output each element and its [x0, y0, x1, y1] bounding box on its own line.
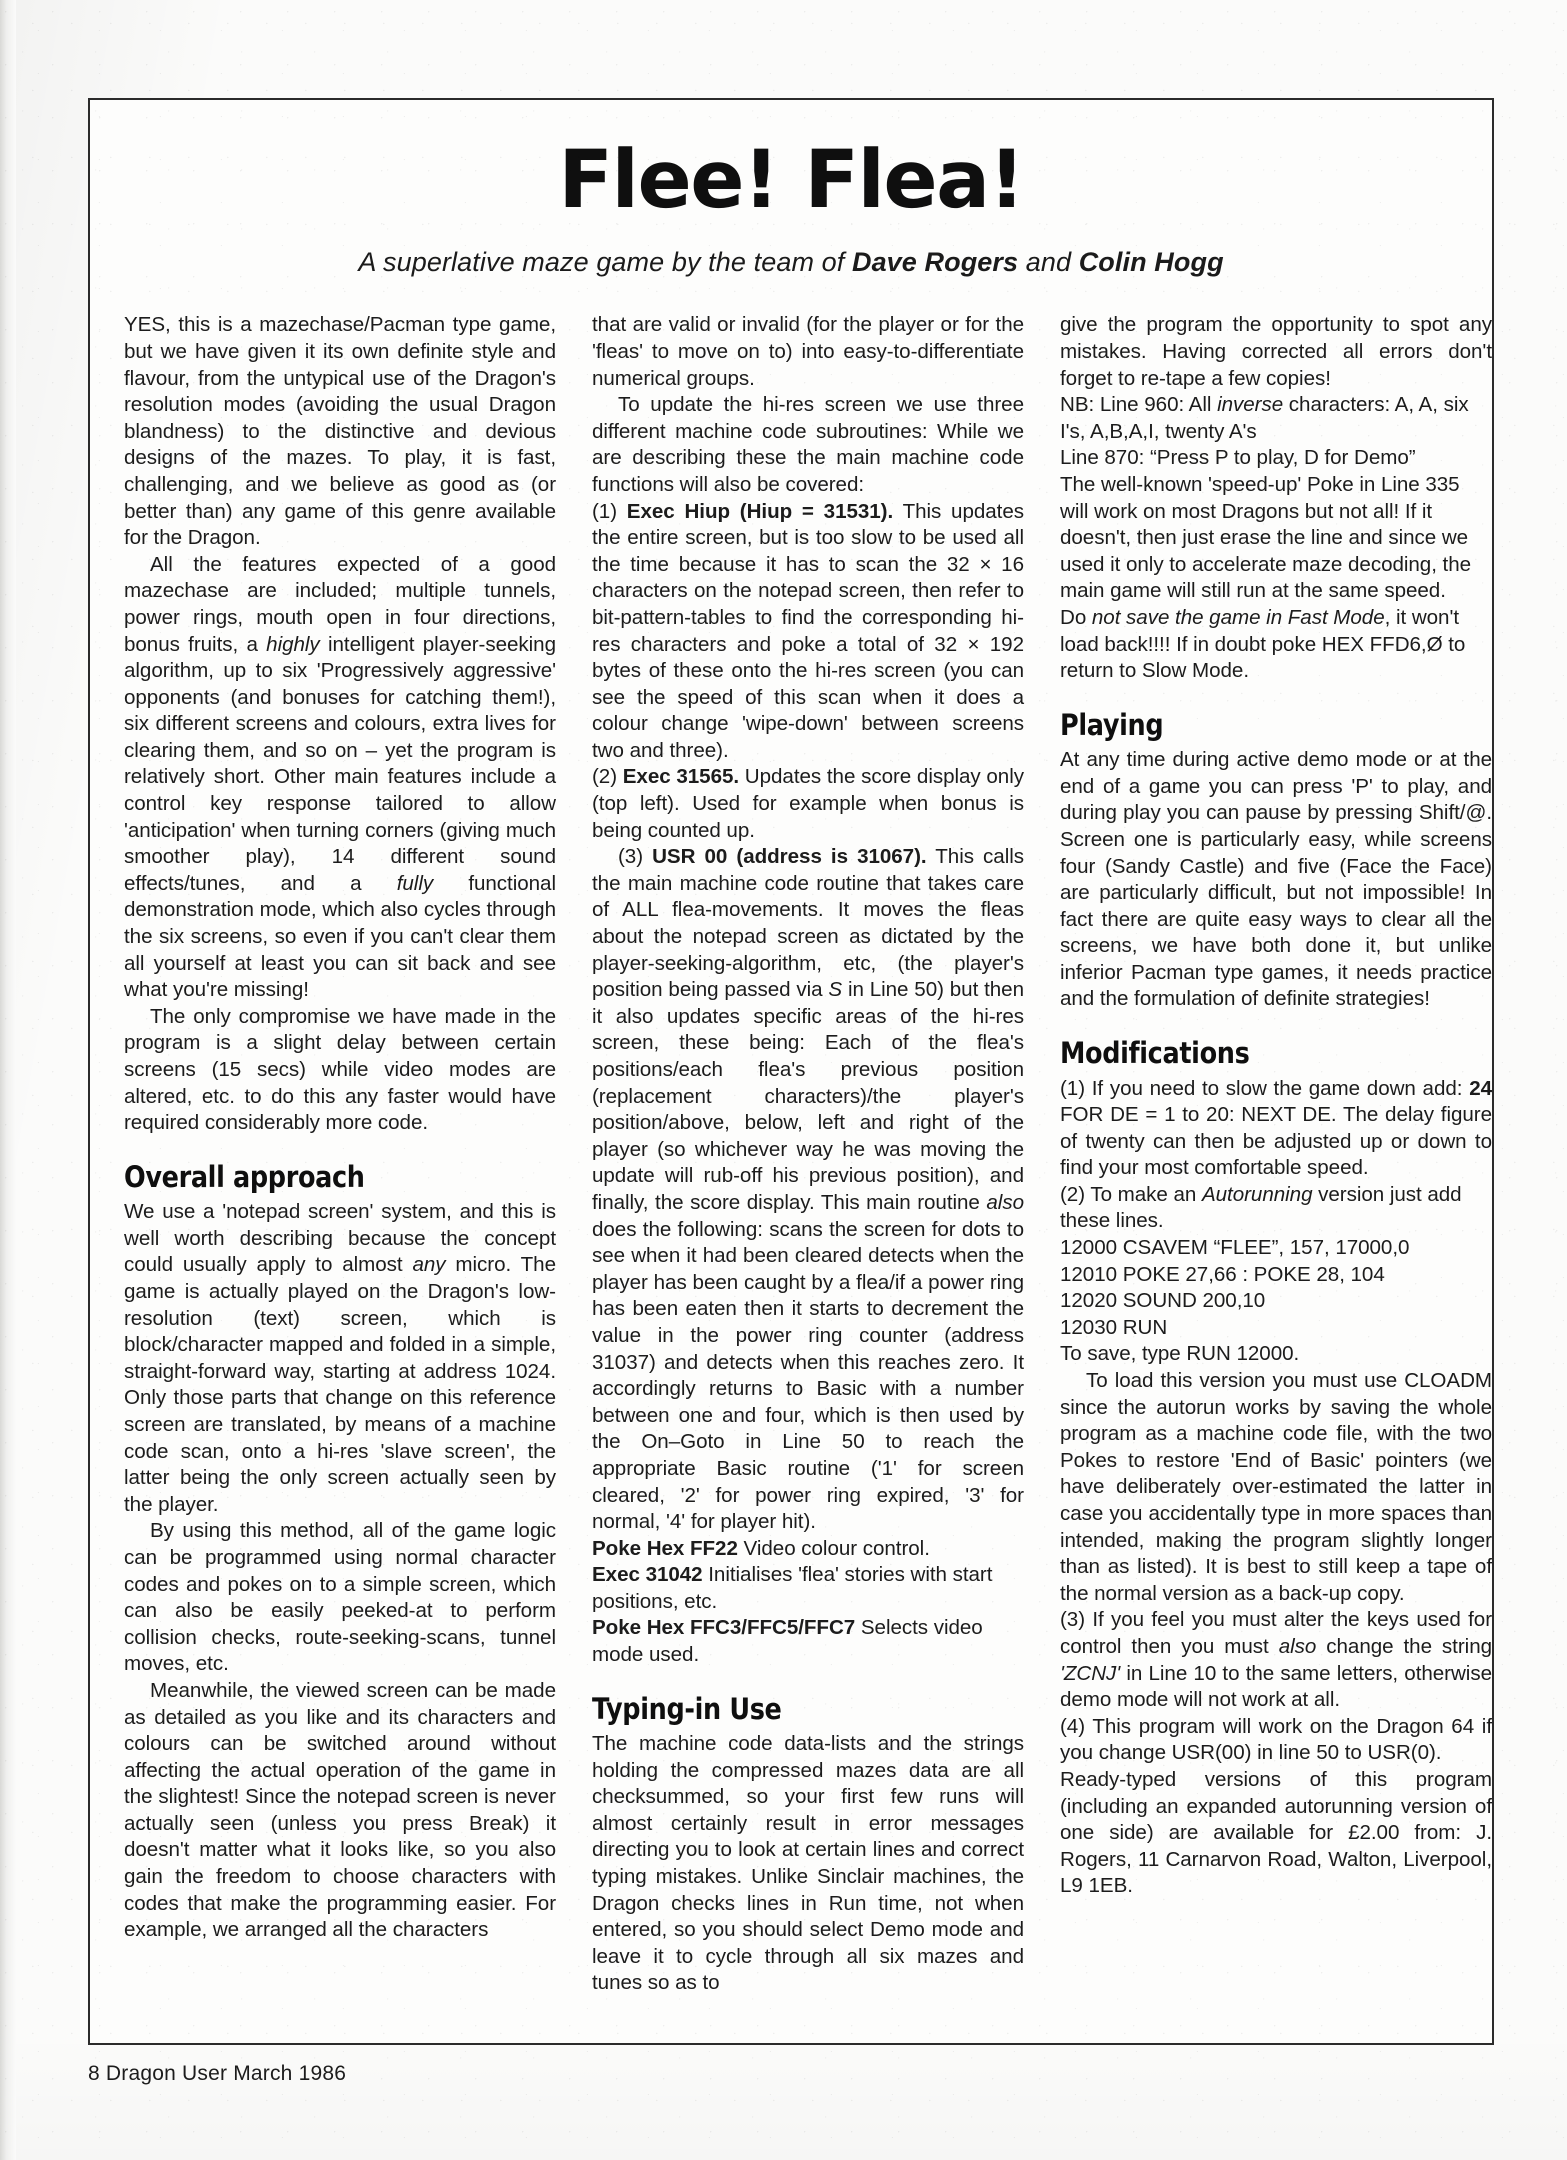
emphasis: also: [1278, 1634, 1317, 1658]
command-label: Exec 31565.: [622, 765, 740, 789]
paragraph-save-instruction: To save, type RUN 12000.: [1060, 1342, 1300, 1366]
paragraph-poke-ffc3: [592, 1615, 1024, 1668]
text-run: functional demonstration mode, which also cycles through the six screens, so even if you can't clear them all yourself at least you can sit back and see what you're missing!: [124, 871, 556, 1002]
standfirst-lead: A superlative maze game by the team of: [358, 247, 852, 277]
text-run: If you need to slow the game down add:: [1091, 1076, 1470, 1100]
text-run: Initialises 'flea' stories with start positions, etc.: [592, 1563, 993, 1613]
text-run: We use a 'notepad screen' system, and this is well worth describing because the concept could usually apply to almost: [124, 1200, 556, 1277]
command-label: USR 00 (address is 31067).: [652, 845, 927, 869]
paragraph: Meanwhile, the viewed screen can be made as detailed as you like and its characters and colours can be switched around without affecting the actual operation of the game in the slightest! Since the notepad screen is never actually seen (unless you press Break) it doesn't matter what it looks like, so you also gain the freedom to choose characters with codes that make the programming easier. For example, we arranged all the characters: [124, 1678, 556, 1942]
article-standfirst: [90, 246, 1492, 278]
string-literal: 'ZCNJ': [1060, 1661, 1121, 1685]
author-name-2: Colin Hogg: [1078, 247, 1224, 277]
program-listing-line: 12030 RUN: [1060, 1315, 1168, 1339]
paragraph-note-line-870: Line 870: “Press P to play, D for Demo”: [1060, 446, 1416, 470]
text-run: Do: [1060, 605, 1092, 629]
emphasis: any: [412, 1253, 446, 1277]
paragraph: give the program the opportunity to spot any mistakes. Having corrected all errors don't forget to re-tape a few copies!: [1060, 313, 1492, 390]
paragraph: By using this method, all of the game logic can be programmed using normal character codes and pokes on to a simple screen, which can also be easily peeked-at to perform collision checks, route-seeking-scans, tunnel moves, etc.: [124, 1519, 556, 1676]
paragraph-poke-ff22: [592, 1536, 1024, 1563]
text-run: This calls the main machine code routine that takes care of ALL flea-movements. It moves the fleas about the notepad screen as dictated by the player-seeking-algorithm, etc, (the player's position being passed via: [592, 845, 1025, 1002]
article-column-3: [1060, 312, 1492, 1997]
paragraph-usr-00: [592, 844, 1024, 1535]
standfirst-conjunction: and: [1018, 247, 1079, 277]
command-label: Poke Hex FFC3/FFC5/FFC7: [592, 1616, 856, 1640]
text-run: characters: A, A, six I's, A,B,A,I, twenty A's: [1060, 393, 1469, 443]
article-column-1: [124, 312, 556, 1997]
text-run: Selects video mode used.: [592, 1616, 983, 1667]
article-title: Flee! Flea!: [558, 133, 1024, 226]
emphasis: inverse: [1217, 393, 1284, 417]
section-heading-playing: Playing: [1060, 707, 1164, 742]
article-columns: [90, 278, 1492, 1997]
paragraph: The machine code data-lists and the strings holding the compressed mazes data are all checksummed, so your first few runs will almost certainly result in error messages directing you to look at certain lines and correct typing mistakes. Unlike Sinclair machines, the Dragon checks lines in Run time, not when entered, so you should select Demo mode and leave it to cycle through all six mazes and tunes so as to: [592, 1732, 1024, 1995]
text-run: All the features expected of a good mazechase are included; multiple tunnels, power rings, mouth open in four directions, bonus fruits, a: [124, 552, 556, 656]
text-run: (3) If you feel you must alter the keys used for control then you must: [1060, 1608, 1492, 1658]
paragraph-exec-31042: [592, 1562, 1024, 1615]
program-listing-line: 12000 CSAVEM “FLEE”, 157, 17000,0: [1060, 1236, 1410, 1260]
paragraph-modification-2: [1060, 1182, 1492, 1235]
paragraph-note-line-960: [1060, 392, 1492, 445]
paragraph-modification-3: [1060, 1607, 1492, 1713]
emphasis: Autorunning: [1201, 1182, 1313, 1206]
paragraph: [124, 1199, 556, 1518]
text-run: Updates the score display only (top left). Used for example when bonus is being counted up.: [592, 765, 1024, 842]
text-run: change the string: [1316, 1634, 1492, 1658]
paragraph: At any time during active demo mode or at the end of a game you can press 'P' to play, and during play you can pause by pressing Shift/@. Screen one is particularly easy, while screens four (Sandy Castle) and five (Face the Face) are particularly difficult, but not impossible! In fact there are quite easy ways to clear all the screens, we have both done it, but unlike inferior Pacman type games, it needs practice and the formulation of definite strategies!: [1060, 748, 1492, 1011]
text-run: (2) To make an: [1060, 1182, 1202, 1206]
text-run: FOR DE = 1 to 20: NEXT DE. The delay figure of twenty can then be adjusted up or down to find your most comfortable speed.: [1060, 1103, 1492, 1180]
section-heading-overall-approach: Overall approach: [124, 1159, 365, 1194]
paragraph-exec-hiup: [592, 499, 1024, 765]
variable-name: S: [828, 978, 843, 1002]
emphasis: highly: [266, 632, 320, 656]
paragraph: that are valid or invalid (for the player or for the 'fleas' to move on to) into easy-to-differentiate numerical groups.: [592, 313, 1024, 390]
article-frame: [88, 98, 1494, 2045]
list-number: (1): [592, 499, 627, 523]
program-listing-line: 12010 POKE 27,66 : POKE 28, 104: [1060, 1262, 1385, 1286]
article-masthead: [90, 100, 1492, 278]
list-number: (1): [1060, 1076, 1092, 1100]
article-column-2: [592, 312, 1024, 1997]
paragraph: To update the hi-res screen we use three different machine code subroutines: While we are describing these the main machine code functions will also be covered:: [592, 393, 1024, 496]
text-run: in Line 10 to the same letters, otherwise demo mode will not work at all.: [1060, 1661, 1492, 1712]
paragraph: The only compromise we have made in the program is a slight delay between certain screens (15 secs) while video modes are altered, etc. to do this any faster would have required considerably more code.: [124, 1004, 556, 1135]
page-footer: 8 Dragon User March 1986: [88, 2062, 347, 2085]
command-label: Exec 31042: [592, 1563, 703, 1587]
paragraph: YES, this is a mazechase/Pacman type game, but we have given it its own definite style and flavour, from the untypical use of the Dragon's resolution modes (avoiding the usual Dragon blandness) to the distinctive and devious designs of the mazes. To play, it is fast, challenging, and we believe as good as (or better than) any game of this genre available for the Dragon.: [124, 313, 556, 550]
paragraph: To load this version you must use CLOADM since the autorun works by saving the whole program as a machine code file, with the two Pokes to restore 'End of Basic' pointers (we have deliberately over-estimated the latter in case you accidentally type in more spaces than intended, making the program slightly longer than as listed). It is best to still keep a tape of the normal version as a back-up copy.: [1060, 1369, 1492, 1605]
text-run: version just add these lines.: [1060, 1182, 1462, 1233]
command-label: Exec Hiup (Hiup = 31531).: [626, 499, 894, 523]
text-run: does the following: scans the screen for dots to see when it had been cleared detects when the player has been caught by a flea/if a power ring has been eaten then it starts to decrement the value in the power ring counter (address 31037) and detects when this reaches zero. It accordingly returns to Basic with a number between one and four, which is then used by the On–Goto in Line 50 to reach the appropriate Basic routine ('1' for screen cleared, '2' for power ring expired, '3' for normal, '4' for player hit).: [592, 1217, 1024, 1534]
line-number-label: 24: [1469, 1076, 1492, 1100]
program-listing-line: 12020 SOUND 200,10: [1060, 1289, 1266, 1313]
section-heading-typing-in-use: Typing-in Use: [592, 1691, 782, 1726]
section-heading-modifications: Modifications: [1060, 1036, 1250, 1071]
paragraph: The well-known 'speed-up' Poke in Line 335 will work on most Dragons but not all! If it doesn't, then just erase the line and since we used it only to accelerate maze decoding, the main game will still run at the same speed.: [1060, 472, 1472, 603]
text-run: , it won't load back!!!! If in doubt poke HEX FFD6,Ø to return to Slow Mode.: [1060, 605, 1466, 683]
emphasis: not save the game in Fast Mode: [1091, 605, 1385, 629]
paragraph-fast-mode-warning: [1060, 605, 1492, 685]
paragraph-ordering-info: Ready-typed versions of this program (including an expanded autorunning version of one side) are available for £2.00 from: J. Rogers, 11 Carnarvon Road, Walton, Liverpool, L9 1EB.: [1060, 1767, 1492, 1898]
paragraph-exec-31565: [592, 764, 1024, 844]
scan-spine-shadow: [0, 0, 16, 2160]
list-number: (3): [618, 845, 653, 869]
text-run: This updates the entire screen, but is too slow to be used all the time because it has to scan the 32 × 16 characters on the notepad screen, then refer to bit-pattern-tables to find the corresponding hi-res characters and poke a total of 32 × 192 bytes of these onto the hi-res screen (you can see the speed of this scan when it does a colour change 'wipe-down' between screens two and three).: [592, 499, 1024, 762]
paragraph-modification-1: [1060, 1076, 1492, 1182]
command-label: Poke Hex FF22: [592, 1536, 738, 1560]
author-name-1: Dave Rogers: [851, 247, 1019, 277]
paragraph-modification-4: (4) This program will work on the Dragon 64 if you change USR(00) in line 50 to USR(0).: [1060, 1714, 1492, 1765]
text-run: intelligent player-seeking algorithm, up to six 'Progressively aggressive' opponents (and bonuses for catching them!), six different screens and colours, extra lives for clearing them, and so on – yet the program is relatively short. Other main features include a control key response tailored to allow 'anticipation' when turning corners (giving much smoother play), 14 different sound effects/tunes, and a: [124, 632, 556, 895]
text-run: in Line 50) but then it also updates specific areas of the hi-res screen, these being: Each of the flea's positions/each flea's previous position (replacement characters)/the player's position/above, below, left and right of the player (so whichever way he was moving the update will rub-off his previous position), and finally, the score display. This main routine: [592, 978, 1024, 1214]
text-run: NB: Line 960: All: [1060, 393, 1218, 417]
emphasis: fully: [396, 871, 434, 895]
emphasis: also: [986, 1190, 1024, 1214]
list-number: (2): [592, 765, 623, 789]
text-run: micro. The game is actually played on the Dragon's low-resolution (text) screen, which is block/character mapped and folded in a simple, straight-forward way, starting at address 1024. Only those parts that change on this reference screen are translated, by means of a machine code scan, onto a hi-res 'slave screen', the latter being the only screen actually seen by the player.: [124, 1253, 556, 1516]
paragraph: [124, 552, 556, 1004]
text-run: Video colour control.: [737, 1536, 930, 1560]
